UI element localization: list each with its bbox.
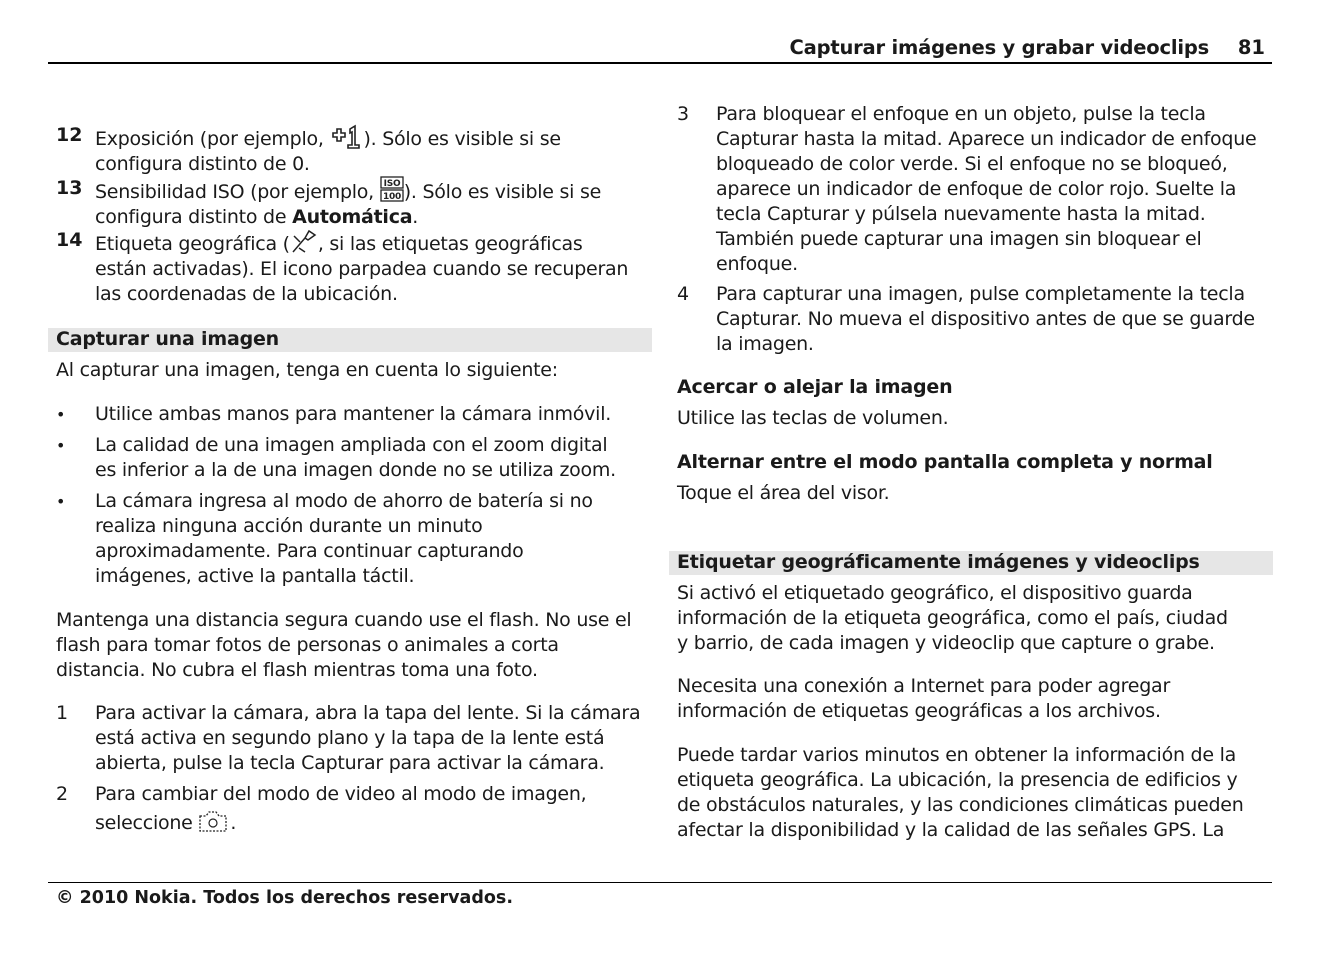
svg-text:ISO: ISO (383, 179, 401, 189)
para-line: y barrio, de cada imagen y videoclip que capture o grabe. (677, 632, 1215, 654)
para-line: distancia. No cubra el flash mientras toma una foto. (56, 659, 538, 681)
bullet-text: La calidad de una imagen ampliada con el zoom digital (95, 434, 608, 456)
bullet-text-line4: imágenes, active la pantalla táctil. (95, 565, 415, 587)
item-text-line2: están activadas). El icono parpadea cuando se recuperan (95, 258, 629, 280)
step-text-line2: Capturar. No mueva el dispositivo antes de que se guarde (716, 308, 1255, 330)
section-title-capturar: Capturar una imagen (56, 328, 279, 350)
step-number: 2 (56, 783, 69, 805)
step-text-line6: También puede capturar una imagen sin bloquear el (716, 228, 1202, 250)
step-text-line3: la imagen. (716, 333, 814, 355)
para-line: flash para tomar fotos de personas o animales a corta (56, 634, 559, 656)
item-number: 14 (56, 229, 83, 251)
bullet-text-line2: realiza ninguna acción durante un minuto (95, 515, 483, 537)
running-header-title: Capturar imágenes y grabar videoclips (789, 36, 1209, 59)
para-line: Necesita una conexión a Internet para poder agregar (677, 675, 1171, 697)
copyright-footer: © 2010 Nokia. Todos los derechos reservados. (56, 888, 513, 908)
intro-text: Al capturar una imagen, tenga en cuenta lo siguiente: (56, 359, 558, 381)
period: . (412, 206, 419, 228)
step-text-line2: está activa en segundo plano y la tapa de la lente está (95, 727, 605, 749)
step-3 (677, 102, 1273, 277)
zoom-heading: Acercar o alejar la imagen (677, 376, 953, 398)
step-1 (56, 701, 652, 776)
para-line: información de etiquetas geográficas a los archivos. (677, 700, 1161, 722)
list-item-13 (56, 176, 652, 230)
geotag-paragraph-3 (677, 743, 1244, 843)
para-line: afectar la disponibilidad y la calidad de las señales GPS. La (677, 819, 1225, 841)
flash-warning-paragraph (56, 608, 631, 683)
step-text-line3: abierta, pulse la tecla Capturar para activar la cámara. (95, 752, 605, 774)
item-text-line3: las coordenadas de la ubicación. (95, 283, 398, 305)
fullscreen-heading: Alternar entre el modo pantalla completa y normal (677, 451, 1213, 473)
item-text-cont: ). Sólo es visible si se (363, 128, 561, 150)
para-line: etiqueta geográfica. La ubicación, la presencia de edificios y (677, 769, 1238, 791)
step-text: Para cambiar del modo de video al modo de imagen, (95, 783, 587, 805)
section-title-geotag: Etiquetar geográficamente imágenes y videoclips (677, 551, 1200, 573)
step-4 (677, 282, 1273, 357)
item-text-line2: configura distinto de 0. (95, 153, 310, 175)
bullet-item (56, 489, 652, 589)
step-number: 3 (677, 103, 690, 125)
step-text-line4: aparece un indicador de enfoque de color rojo. Suelte la (716, 178, 1237, 200)
step-number: 1 (56, 702, 69, 724)
header-rule (48, 62, 1272, 64)
item-text-cont: , si las etiquetas geográficas (317, 233, 583, 255)
step-text-line5: tecla Capturar y púlsela nuevamente hasta la mitad. (716, 203, 1206, 225)
item-text-cont: ). Sólo es visible si se (403, 181, 602, 203)
list-item-14 (56, 228, 652, 307)
geotag-icon (290, 228, 318, 254)
bullet-item (56, 402, 652, 427)
period: . (230, 812, 237, 834)
exposure-icon (329, 123, 363, 149)
bullet-item (56, 433, 652, 483)
iso-100-icon (380, 176, 404, 202)
step-text-line7: enfoque. (716, 253, 798, 275)
bullet-text-line2: es inferior a la de una imagen donde no se utiliza zoom. (95, 459, 616, 481)
footer-rule (48, 882, 1272, 883)
zoom-text: Utilice las teclas de volumen. (677, 407, 949, 429)
fullscreen-text: Toque el área del visor. (677, 482, 890, 504)
list-item-12 (56, 123, 652, 177)
step-2 (56, 782, 652, 836)
geotag-paragraph-2 (677, 674, 1170, 724)
step-text: Para bloquear el enfoque en un objeto, pulse la tecla (716, 103, 1206, 125)
item-text-line2: configura distinto de (95, 206, 287, 228)
bullet-text: La cámara ingresa al modo de ahorro de batería si no (95, 490, 593, 512)
para-line: información de la etiqueta geográfica, como el país, ciudad (677, 607, 1228, 629)
step-text-line2: seleccione (95, 812, 193, 834)
svg-text:100: 100 (382, 192, 401, 202)
step-text-line3: bloqueado de color verde. Si el enfoque no se bloqueó, (716, 153, 1228, 175)
automatic-setting-label: Automática (292, 206, 413, 228)
step-number: 4 (677, 283, 690, 305)
item-number: 12 (56, 124, 83, 146)
item-text: Etiqueta geográfica ( (95, 233, 290, 255)
step-text: Para activar la cámara, abra la tapa del lente. Si la cámara (95, 702, 641, 724)
para-line: de obstáculos naturales, y las condiciones climáticas pueden (677, 794, 1244, 816)
page-number: 81 (1237, 36, 1265, 59)
item-text: Exposición (por ejemplo, (95, 128, 324, 150)
item-text: Sensibilidad ISO (por ejemplo, (95, 181, 374, 203)
step-text: Para capturar una imagen, pulse completamente la tecla (716, 283, 1245, 305)
item-number: 13 (56, 177, 83, 199)
geotag-paragraph-1 (677, 581, 1228, 656)
bullet-glyph: • (56, 405, 66, 424)
step-text-line2: Capturar hasta la mitad. Aparece un indicador de enfoque (716, 128, 1257, 150)
bullet-glyph: • (56, 436, 66, 455)
para-line: Mantenga una distancia segura cuando use el flash. No use el (56, 609, 632, 631)
bullet-glyph: • (56, 492, 66, 511)
para-line: Puede tardar varios minutos en obtener la información de la (677, 744, 1236, 766)
bullet-text: Utilice ambas manos para mantener la cámara inmóvil. (95, 403, 612, 425)
para-line: Si activó el etiquetado geográfico, el dispositivo guarda (677, 582, 1193, 604)
camera-mode-icon (198, 807, 230, 833)
bullet-text-line3: aproximadamente. Para continuar capturando (95, 540, 524, 562)
